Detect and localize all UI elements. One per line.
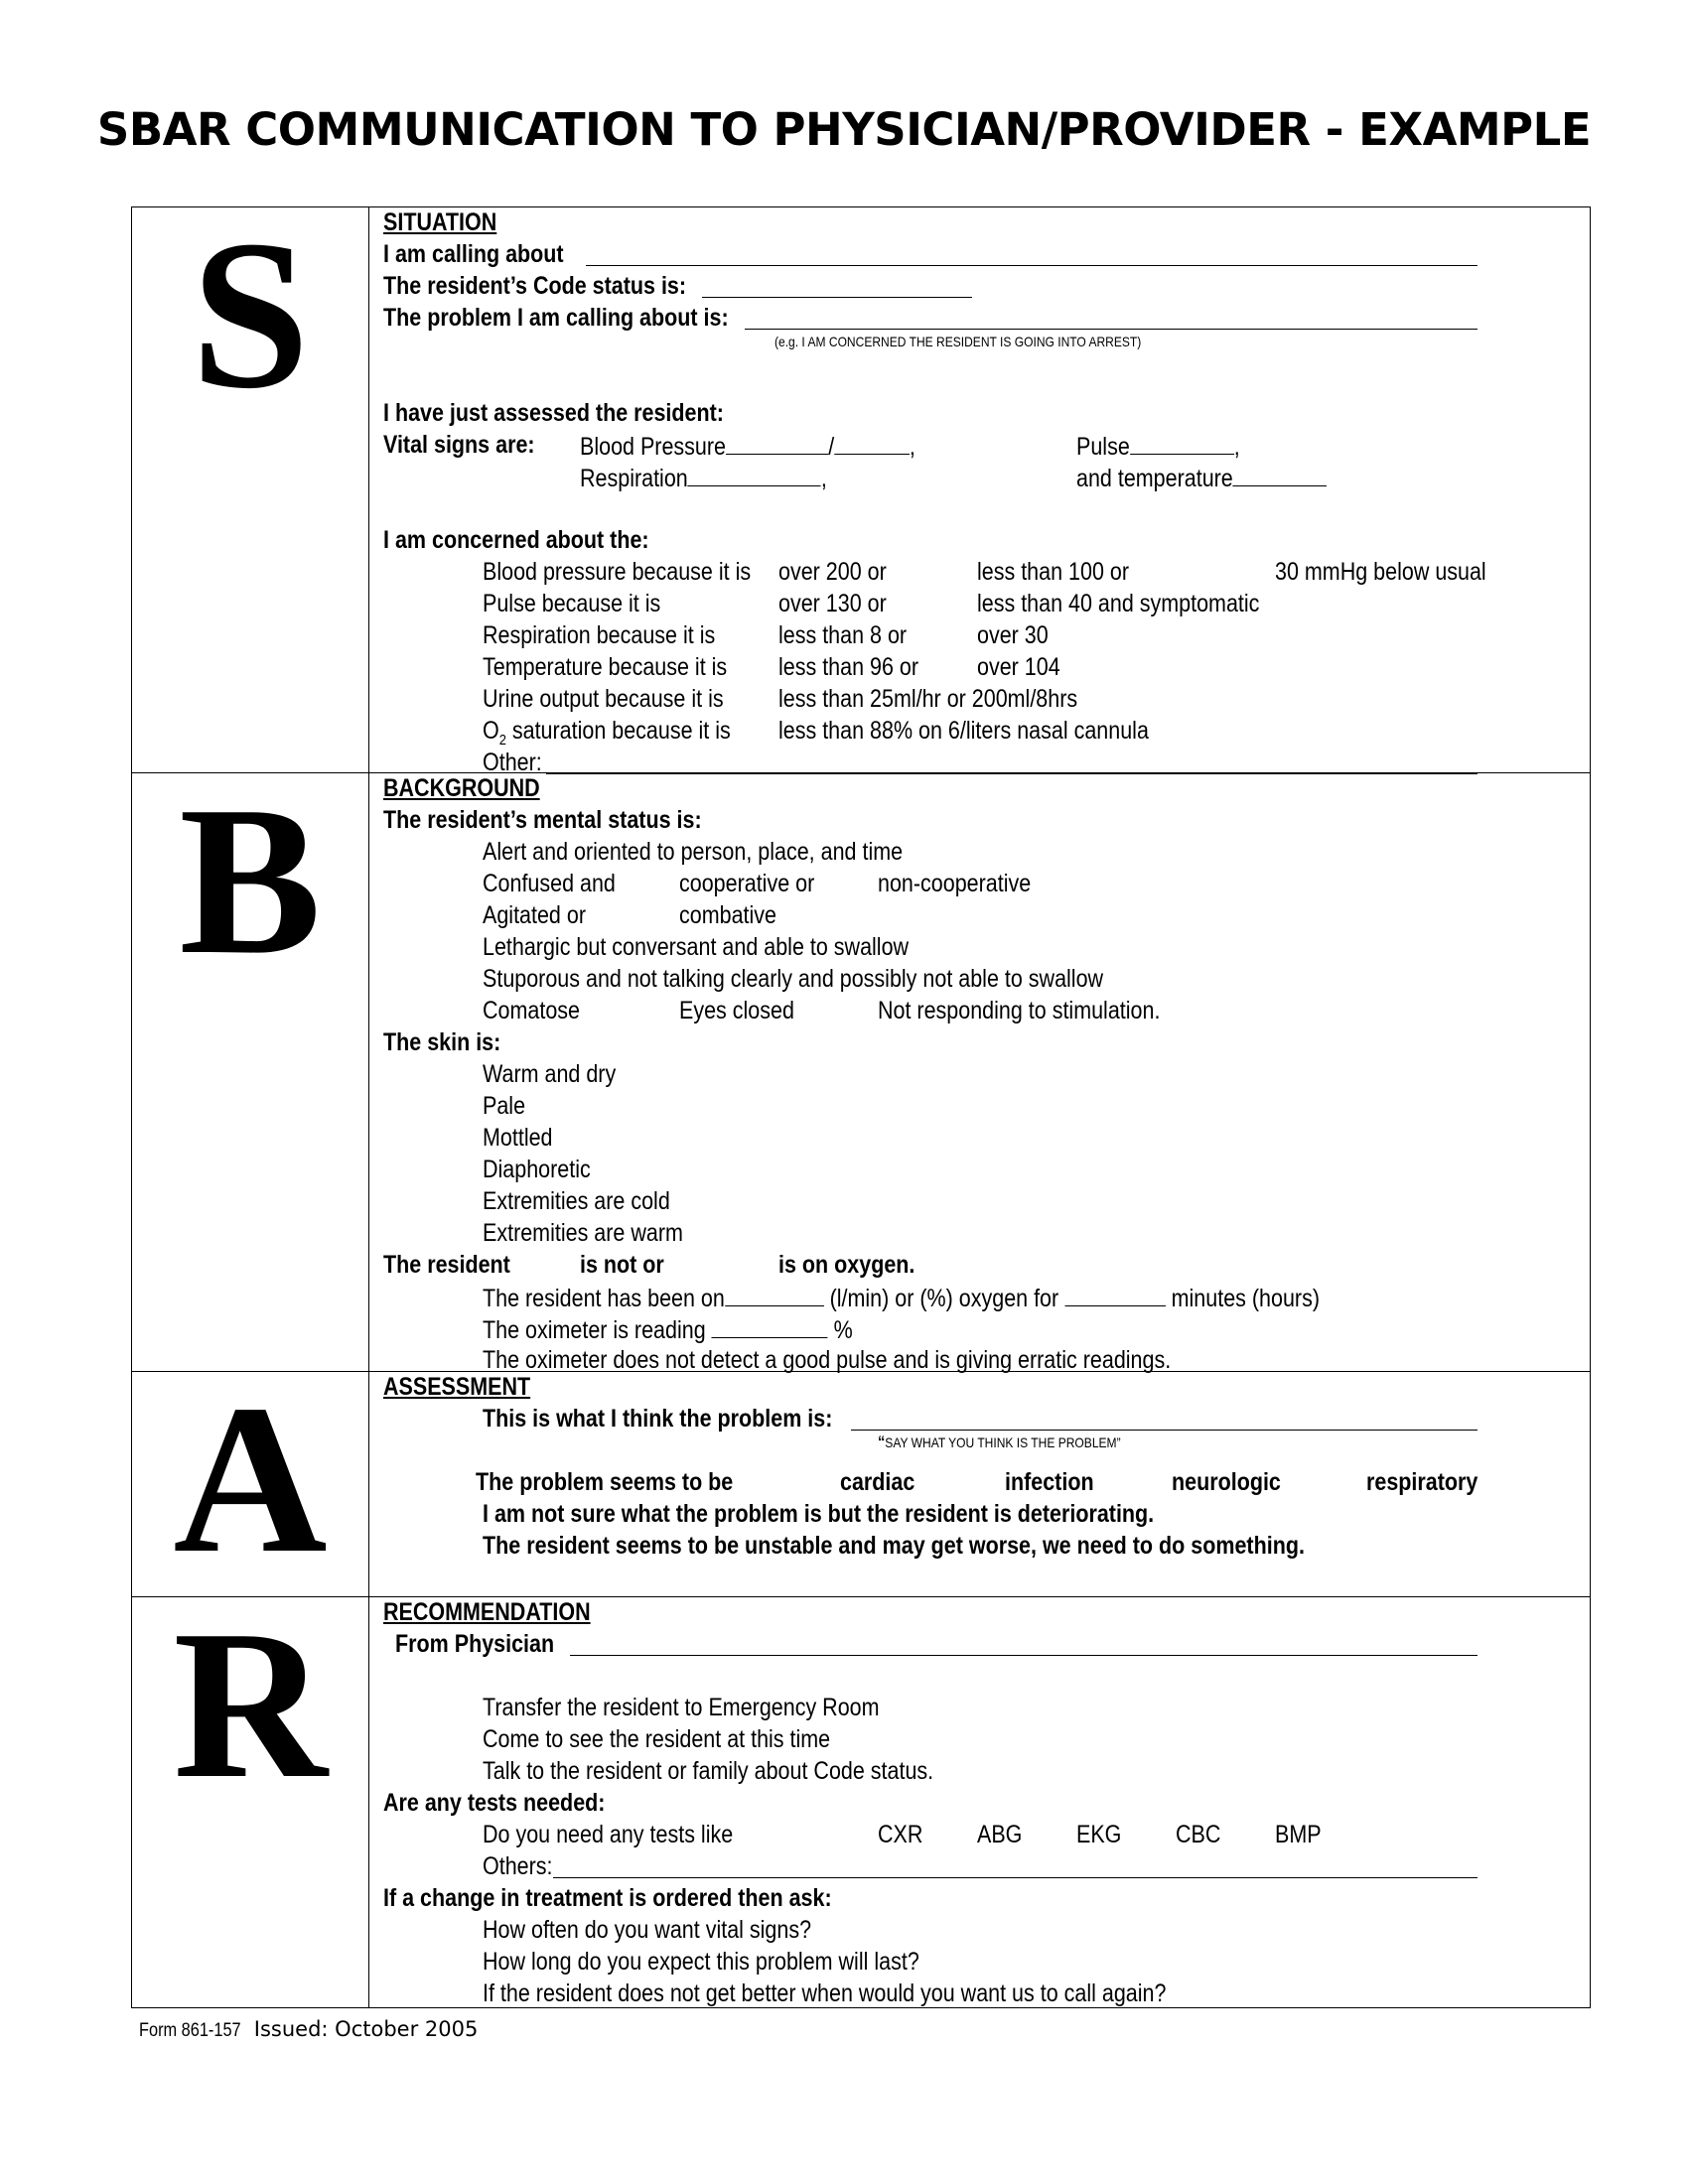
- temperature-label: and temperature: [1076, 465, 1233, 492]
- test-option: ABG: [977, 1821, 1023, 1848]
- code-status-line[interactable]: [702, 297, 972, 298]
- calling-about-line[interactable]: [586, 265, 1477, 266]
- bp-slash: /: [828, 433, 835, 461]
- others-line[interactable]: [553, 1877, 1477, 1878]
- concern-option: over 104: [977, 653, 1060, 681]
- think-label: This is what I think the problem is:: [483, 1405, 833, 1433]
- background-row: [132, 773, 1591, 1372]
- o2-prefix: O: [483, 717, 499, 745]
- unstable-statement: The resident seems to be unstable and may get worse, we need to do something.: [483, 1532, 1305, 1560]
- recommendation-action: Transfer the resident to Emergency Room: [483, 1694, 880, 1721]
- mental-status-option: non-cooperative: [878, 870, 1032, 897]
- mental-status-option: Stuporous and not talking clearly and possibly not able to swallow: [483, 965, 1104, 993]
- percent-label: %: [833, 1316, 853, 1344]
- situation-heading: SITUATION: [383, 208, 497, 236]
- treatment-question: How often do you want vital signs?: [483, 1916, 812, 1944]
- problem-option: infection: [1005, 1468, 1094, 1496]
- other-label: Other:: [483, 749, 542, 776]
- sbar-table: [131, 196, 1591, 2008]
- page-title: SBAR COMMUNICATION TO PHYSICIAN/PROVIDER - EXAMPLE: [96, 103, 1592, 156]
- letter-b: B: [132, 773, 369, 1372]
- calling-about-label: I am calling about: [383, 240, 564, 268]
- oxygen-option: is on oxygen.: [778, 1251, 915, 1279]
- not-sure-statement: I am not sure what the problem is but the resident is deteriorating.: [483, 1500, 1155, 1528]
- issued-date: Issued: October 2005: [253, 2017, 479, 2041]
- treatment-question: How long do you expect this problem will last?: [483, 1948, 919, 1976]
- recommendation-heading: RECOMMENDATION: [383, 1598, 591, 1626]
- from-physician-line[interactable]: [570, 1655, 1477, 1656]
- recommendation-section: [369, 1597, 1591, 2008]
- situation-section: [369, 207, 1591, 776]
- oxygen-option: is not or: [580, 1251, 664, 1279]
- o2-label-text: saturation because it is: [505, 717, 731, 745]
- pulse-label: Pulse: [1076, 433, 1130, 461]
- respiration-field: [580, 462, 827, 493]
- temperature-field: [1076, 462, 1327, 493]
- temperature-line[interactable]: [1233, 462, 1328, 486]
- mental-status-option: Not responding to stimulation.: [878, 997, 1161, 1024]
- say-what-text: SAY WHAT YOU THINK IS THE PROBLEM”: [885, 1434, 1121, 1450]
- bp-systolic-line[interactable]: [726, 430, 828, 455]
- problem-label: The problem I am calling about is:: [383, 304, 729, 332]
- think-line[interactable]: [851, 1430, 1477, 1431]
- problem-example: (e.g. I AM CONCERNED THE RESIDENT IS GOING INTO ARREST): [774, 334, 1142, 349]
- assessed-label: I have just assessed the resident:: [383, 399, 724, 427]
- skin-option: Extremities are warm: [483, 1219, 683, 1247]
- blood-pressure-field: [580, 430, 915, 462]
- concern-option: less than 8 or: [778, 621, 908, 649]
- bp-diastolic-line[interactable]: [834, 430, 910, 455]
- problem-option: respiratory: [1366, 1468, 1478, 1496]
- others-label: Others:: [483, 1852, 553, 1880]
- concern-label: Urine output because it is: [483, 685, 724, 713]
- mental-status-option: Alert and oriented to person, place, and time: [483, 838, 904, 866]
- concern-label: Blood pressure because it is: [483, 558, 752, 586]
- mental-status-label: The resident’s mental status is:: [383, 806, 702, 834]
- bp-comma: ,: [909, 433, 915, 461]
- skin-option: Diaphoretic: [483, 1156, 591, 1183]
- concern-option: less than 96 or: [778, 653, 919, 681]
- concern-option: over 200 or: [778, 558, 887, 586]
- recommendation-action: Come to see the resident at this time: [483, 1725, 831, 1753]
- recommendation-action: Talk to the resident or family about Code status.: [483, 1757, 934, 1785]
- mental-status-option: Agitated or: [483, 901, 586, 929]
- form-number: Form 861-157: [139, 2020, 241, 2041]
- oxygen-label: The resident: [383, 1251, 510, 1279]
- has-been-on-label: The resident has been on: [483, 1285, 725, 1312]
- concern-label: Respiration because it is: [483, 621, 716, 649]
- respiration-label: Respiration: [580, 465, 688, 492]
- concerned-label: I am concerned about the:: [383, 526, 649, 554]
- oximeter-erratic: The oximeter does not detect a good pulse and is giving erratic readings.: [483, 1346, 1172, 1374]
- test-option: CXR: [878, 1821, 923, 1848]
- mental-status-option: Lethargic but conversant and able to swallow: [483, 933, 910, 961]
- mental-status-option: Confused and: [483, 870, 616, 897]
- say-what-note: [878, 1433, 1121, 1451]
- test-option: BMP: [1275, 1821, 1322, 1848]
- problem-option: neurologic: [1172, 1468, 1281, 1496]
- tests-label: Are any tests needed:: [383, 1789, 606, 1817]
- test-option: CBC: [1176, 1821, 1221, 1848]
- skin-option: Mottled: [483, 1124, 553, 1152]
- oxygen-duration-line[interactable]: [1064, 1282, 1165, 1306]
- mental-status-option: Eyes closed: [679, 997, 794, 1024]
- test-option: EKG: [1076, 1821, 1122, 1848]
- concern-option: over 30: [977, 621, 1049, 649]
- mental-status-option: combative: [679, 901, 776, 929]
- skin-option: Pale: [483, 1092, 526, 1120]
- concern-label: Temperature because it is: [483, 653, 728, 681]
- concern-label: Pulse because it is: [483, 590, 661, 617]
- letter-r: R: [132, 1597, 369, 2008]
- respiration-line[interactable]: [688, 462, 821, 486]
- oximeter-field: [483, 1313, 853, 1345]
- background-heading: BACKGROUND: [383, 774, 540, 802]
- concern-option: 30 mmHg below usual: [1275, 558, 1486, 586]
- pulse-line[interactable]: [1130, 430, 1234, 455]
- recommendation-row: [132, 1597, 1591, 2008]
- concern-option: less than 25ml/hr or 200ml/8hrs: [778, 685, 1078, 713]
- say-what-mark: “: [878, 1433, 886, 1451]
- mental-status-option: cooperative or: [679, 870, 815, 897]
- skin-label: The skin is:: [383, 1028, 501, 1056]
- oxygen-rate-field: [483, 1282, 1320, 1313]
- respiration-comma: ,: [820, 465, 827, 492]
- oximeter-reading-line[interactable]: [712, 1313, 828, 1338]
- from-physician-label: From Physician: [395, 1630, 555, 1658]
- tests-like-label: Do you need any tests like: [483, 1821, 734, 1848]
- letter-s: S: [132, 207, 369, 773]
- assessment-heading: ASSESSMENT: [383, 1373, 531, 1401]
- change-label: If a change in treatment is ordered then ask:: [383, 1884, 832, 1912]
- skin-option: Warm and dry: [483, 1060, 617, 1088]
- minutes-label: minutes (hours): [1171, 1285, 1320, 1312]
- pulse-comma: ,: [1233, 433, 1240, 461]
- problem-option: cardiac: [840, 1468, 915, 1496]
- skin-option: Extremities are cold: [483, 1187, 670, 1215]
- background-section: [369, 773, 1591, 1372]
- letter-a: A: [132, 1372, 369, 1597]
- concern-option: less than 100 or: [977, 558, 1129, 586]
- o2-value: less than 88% on 6/liters nasal cannula: [778, 717, 1149, 745]
- concern-option: over 130 or: [778, 590, 887, 617]
- code-status-label: The resident’s Code status is:: [383, 272, 687, 300]
- assessment-section: [369, 1372, 1591, 1597]
- concern-option: less than 40 and symptomatic: [977, 590, 1260, 617]
- assessment-row: [132, 1372, 1591, 1597]
- mental-status-option: Comatose: [483, 997, 580, 1024]
- vital-signs-label: Vital signs are:: [383, 431, 535, 459]
- footer: [139, 2017, 478, 2042]
- pulse-field: [1076, 430, 1240, 462]
- treatment-question: If the resident does not get better when would you want us to call again?: [483, 1979, 1167, 2007]
- problem-line[interactable]: [745, 329, 1477, 330]
- oxygen-rate-line[interactable]: [725, 1282, 824, 1306]
- situation-row: [132, 207, 1591, 773]
- lmin-label: (l/min) or (%) oxygen for: [829, 1285, 1059, 1312]
- oximeter-reading-label: The oximeter is reading: [483, 1316, 706, 1344]
- o2-subscript: 2: [498, 732, 506, 749]
- seems-to-be-label: The problem seems to be: [476, 1468, 734, 1496]
- blood-pressure-label: Blood Pressure: [580, 433, 727, 461]
